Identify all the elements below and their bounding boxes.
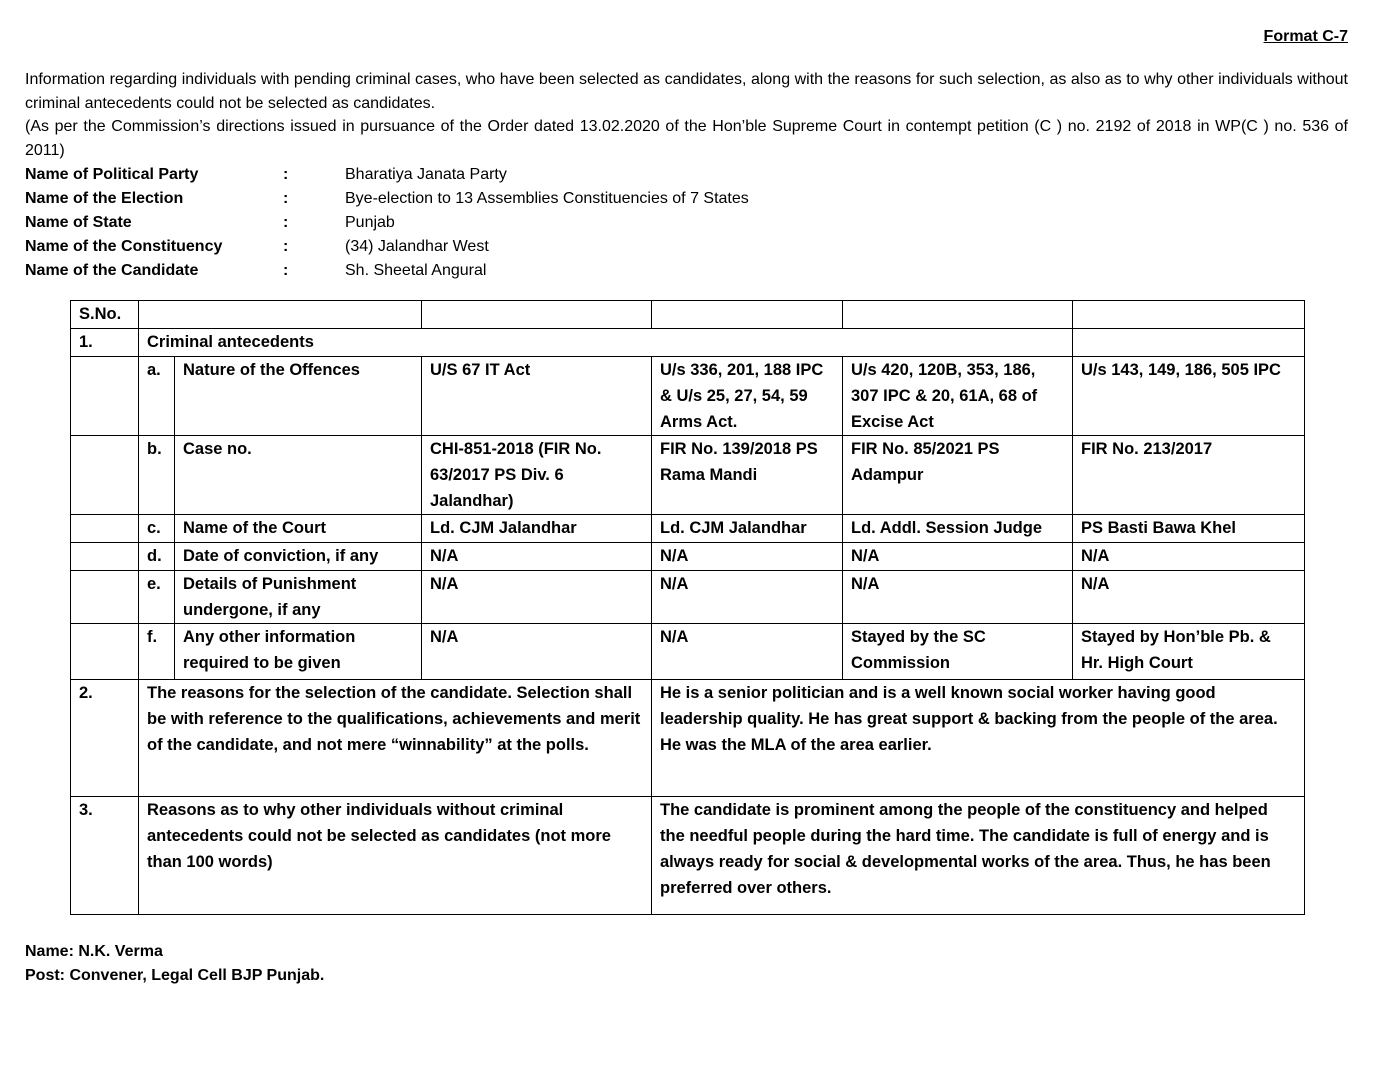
header-cell (139, 301, 422, 329)
case-cell: CHI-851-2018 (FIR No. 63/2017 PS Div. 6 Jalandhar) (422, 436, 652, 515)
row-label: Case no. (175, 436, 422, 515)
meta-value: Sh. Sheetal Angural (345, 262, 487, 279)
empty-cell (71, 515, 139, 543)
meta-colon: : (283, 214, 289, 231)
case-cell: N/A (652, 624, 843, 680)
meta-row-constituency (25, 235, 749, 259)
intro-paragraph: Information regarding individuals with pending criminal cases, who have been selected as candidates, along with the reasons for such selection, as also as to why other individuals without criminal antecedents could not be selected as candidates. (25, 71, 1348, 112)
empty-cell (71, 436, 139, 515)
section-title: Criminal antecedents (139, 329, 1073, 357)
signatory-post: Post: Convener, Legal Cell BJP Punjab. (25, 967, 325, 984)
row-letter: b. (139, 436, 175, 515)
table-row (71, 543, 1305, 571)
table-row (71, 680, 1305, 797)
table-row (71, 329, 1305, 357)
meta-label: Name of Political Party (25, 166, 199, 183)
empty-cell (71, 543, 139, 571)
format-label: Format C-7 (1263, 28, 1348, 45)
candidate-details (25, 163, 749, 283)
case-cell: FIR No. 85/2021 PS Adampur (843, 436, 1073, 515)
sno-header: S.No. (71, 301, 139, 329)
table-row (71, 797, 1305, 915)
meta-colon: : (283, 262, 289, 279)
table-row (71, 357, 1305, 436)
row-label: Nature of the Offences (175, 357, 422, 436)
table-row (71, 436, 1305, 515)
row-label: Date of conviction, if any (175, 543, 422, 571)
header-cell (843, 301, 1073, 329)
header-cell (422, 301, 652, 329)
meta-row-state (25, 211, 749, 235)
signatory-name: Name: N.K. Verma (25, 943, 163, 960)
criminal-antecedents-table (70, 300, 1305, 915)
case-cell: U/s 143, 149, 186, 505 IPC (1073, 357, 1305, 436)
table-row (71, 571, 1305, 624)
intro-text (25, 68, 1348, 162)
signatory-block (25, 940, 324, 988)
meta-label: Name of the Candidate (25, 262, 199, 279)
table-header-row (71, 301, 1305, 329)
selection-reason-answer: He is a senior politician and is a well known social worker having good leadership quality. He has great support & backing from the people of the area. He was the MLA of the area earlier. (652, 680, 1305, 797)
row-letter: a. (139, 357, 175, 436)
table-row (71, 515, 1305, 543)
case-cell: N/A (843, 571, 1073, 624)
meta-row-election (25, 187, 749, 211)
header-cell (1073, 301, 1305, 329)
meta-label: Name of State (25, 214, 132, 231)
meta-value: (34) Jalandhar West (345, 238, 489, 255)
case-cell: U/s 420, 120B, 353, 186, 307 IPC & 20, 61A, 68 of Excise Act (843, 357, 1073, 436)
meta-value: Bye-election to 13 Assemblies Constituencies of 7 States (345, 190, 749, 207)
case-cell: N/A (652, 571, 843, 624)
sno-cell: 2. (71, 680, 139, 797)
row-letter: e. (139, 571, 175, 624)
case-cell: FIR No. 213/2017 (1073, 436, 1305, 515)
sno-cell: 1. (71, 329, 139, 357)
meta-row-candidate (25, 259, 749, 283)
meta-value: Punjab (345, 214, 395, 231)
selection-reason-question: The reasons for the selection of the candidate. Selection shall be with reference to the qualifications, achievements and merit of the candidate, and not mere “winnability” at the polls. (139, 680, 652, 797)
empty-cell (71, 624, 139, 680)
case-cell: U/s 336, 201, 188 IPC & U/s 25, 27, 54, 59 Arms Act. (652, 357, 843, 436)
case-cell: N/A (652, 543, 843, 571)
case-cell: Stayed by Hon’ble Pb. & Hr. High Court (1073, 624, 1305, 680)
empty-cell (71, 571, 139, 624)
meta-colon: : (283, 238, 289, 255)
meta-label: Name of the Election (25, 190, 184, 207)
row-label: Any other information required to be given (175, 624, 422, 680)
empty-cell (1073, 329, 1305, 357)
case-cell: N/A (422, 571, 652, 624)
row-letter: d. (139, 543, 175, 571)
case-cell: PS Basti Bawa Khel (1073, 515, 1305, 543)
meta-colon: : (283, 190, 289, 207)
table-row (71, 624, 1305, 680)
row-label: Name of the Court (175, 515, 422, 543)
other-candidates-answer: The candidate is prominent among the people of the constituency and helped the needful people during the hard time. The candidate is full of energy and is always ready for social & developmental works of the area. Thus, he has been preferred over others. (652, 797, 1305, 915)
case-cell: Ld. Addl. Session Judge (843, 515, 1073, 543)
case-cell: Ld. CJM Jalandhar (422, 515, 652, 543)
meta-label: Name of the Constituency (25, 238, 223, 255)
case-cell: Ld. CJM Jalandhar (652, 515, 843, 543)
case-cell: N/A (422, 624, 652, 680)
empty-cell (71, 357, 139, 436)
case-cell: N/A (1073, 571, 1305, 624)
case-cell: Stayed by the SC Commission (843, 624, 1073, 680)
meta-colon: : (283, 166, 289, 183)
case-cell: N/A (1073, 543, 1305, 571)
row-label: Details of Punishment undergone, if any (175, 571, 422, 624)
case-cell: N/A (843, 543, 1073, 571)
other-candidates-question: Reasons as to why other individuals without criminal antecedents could not be selected as candidates (not more than 100 words) (139, 797, 652, 915)
case-cell: U/S 67 IT Act (422, 357, 652, 436)
row-letter: f. (139, 624, 175, 680)
row-letter: c. (139, 515, 175, 543)
header-cell (652, 301, 843, 329)
meta-row-party (25, 163, 749, 187)
intro-note: (As per the Commission’s directions issued in pursuance of the Order dated 13.02.2020 of the Hon’ble Supreme Court in contempt petition (C ) no. 2192 of 2018 in WP(C ) no. 536 of 2011) (25, 118, 1348, 159)
meta-value: Bharatiya Janata Party (345, 166, 507, 183)
sno-cell: 3. (71, 797, 139, 915)
case-cell: N/A (422, 543, 652, 571)
case-cell: FIR No. 139/2018 PS Rama Mandi (652, 436, 843, 515)
